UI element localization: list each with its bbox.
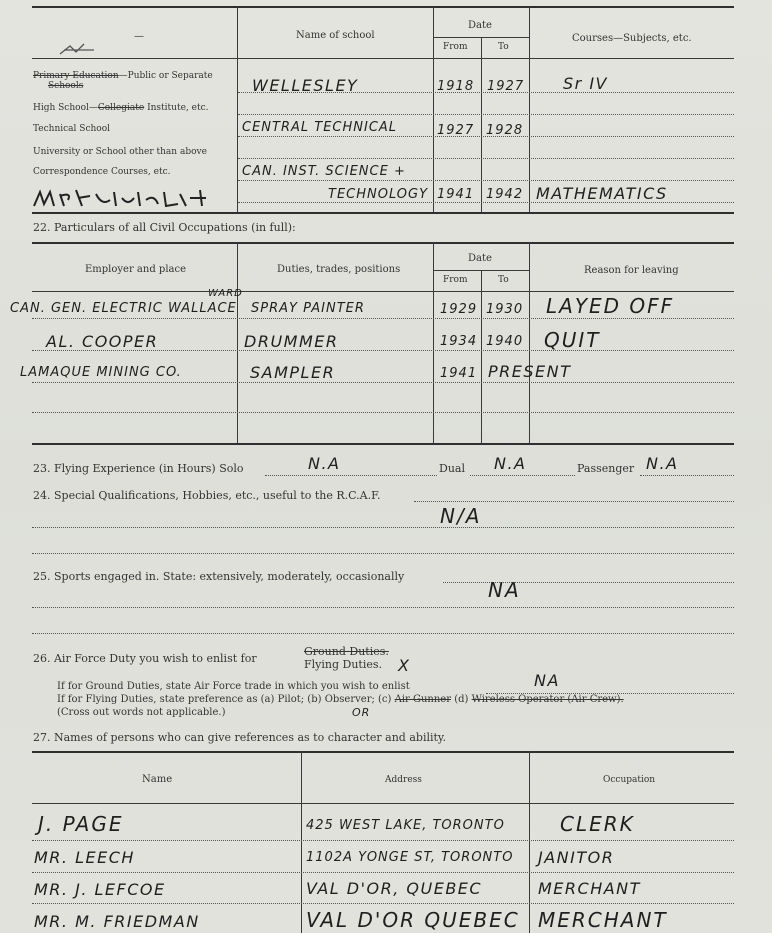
ref-row4-occupation: MERCHANT xyxy=(538,908,668,932)
education-header-school: Name of school xyxy=(296,30,375,41)
q27-header-address: Address xyxy=(385,775,422,785)
q26-flying-mark: X xyxy=(398,656,411,675)
q26-label: 26. Air Force Duty you wish to enlist for xyxy=(33,652,257,665)
ref-row4-address: VAL D'OR QUEBEC xyxy=(306,908,520,932)
q26-cross-out-note: (Cross out words not applicable.) xyxy=(57,707,226,718)
q22-row3-duties: SAMPLER xyxy=(250,363,336,382)
education-header-courses: Courses—Subjects, etc. xyxy=(572,33,692,44)
q26-ground-line: If for Ground Duties, state Air Force trade in which you wish to enlist xyxy=(57,681,410,692)
q23-dual-label: Dual xyxy=(439,462,465,475)
q26-flying-duties: Flying Duties. xyxy=(304,658,382,671)
q23-dual-value: N.A xyxy=(494,454,527,473)
education-header-from: From xyxy=(443,42,468,52)
q22-header-duties: Duties, trades, positions xyxy=(277,264,401,275)
q26-flying-line: If for Flying Duties, state preference as (a) Pilot; (b) Observer; (c) Air Gunner (d) Wireless Operator (Air Crew). xyxy=(57,694,624,705)
edu-row-primary-label-2: Schools xyxy=(48,81,84,91)
q22-header-from: From xyxy=(443,275,468,285)
education-header-dash: — xyxy=(134,31,144,42)
edu-correspondence-courses: MATHEMATICS xyxy=(536,184,668,203)
q23-label: 23. Flying Experience (in Hours) Solo xyxy=(33,462,244,475)
edu-row-university-label: University or School other than above xyxy=(33,147,207,157)
edu-row-technical-label: Technical School xyxy=(33,124,111,134)
q27-header-occupation: Occupation xyxy=(603,775,656,785)
q22-row3-from: 1941 xyxy=(440,366,478,381)
ref-row4-name: MR. M. FRIEDMAN xyxy=(34,912,200,931)
q23-passenger-label: Passenger xyxy=(577,462,635,475)
edu-technical-school: CENTRAL TECHNICAL xyxy=(242,120,398,135)
edu-technical-to: 1928 xyxy=(486,123,524,138)
ref-row3-occupation: MERCHANT xyxy=(538,879,641,898)
q26-ground-duties: Ground Duties. xyxy=(304,645,389,658)
ref-row1-occupation: CLERK xyxy=(560,812,635,836)
q22-header-date: Date xyxy=(468,253,492,264)
ref-row2-occupation: JANITOR xyxy=(538,848,615,867)
q22-row1-employer-note: WARD xyxy=(208,288,243,299)
q22-row1-reason: LAYED OFF xyxy=(546,294,675,318)
q27-header-name: Name xyxy=(142,774,173,785)
q24-answer: N/A xyxy=(440,504,482,528)
q22-header-employer: Employer and place xyxy=(85,264,186,275)
edu-row-primary-label: Primary Education—Public or Separate xyxy=(33,71,213,81)
q22-row1-employer: CAN. GEN. ELECTRIC WALLACE xyxy=(10,301,237,316)
edu-row-highschool-label: High School—Collegiate Institute, etc. xyxy=(33,103,209,113)
ref-row1-address: 425 WEST LAKE, TORONTO xyxy=(306,818,505,833)
ref-row1-name: J. PAGE xyxy=(38,812,124,836)
education-header-date: Date xyxy=(468,20,492,31)
q22-row1-to: 1930 xyxy=(486,302,524,317)
q22-title: 22. Particulars of all Civil Occupations (in full): xyxy=(33,221,296,234)
q22-row1-duties: SPRAY PAINTER xyxy=(251,301,365,316)
q24-label: 24. Special Qualifications, Hobbies, etc., useful to the R.C.A.F. xyxy=(33,489,381,502)
q23-passenger-value: N.A xyxy=(646,454,679,473)
q25-label: 25. Sports engaged in. State: extensively, moderately, occasionally xyxy=(33,570,405,583)
ref-row3-address: VAL D'OR, QUEBEC xyxy=(306,879,483,898)
q22-row3-employer: LAMAQUE MINING CO. xyxy=(20,365,182,380)
q22-row3-to: PRESENT xyxy=(488,362,572,381)
q25-answer: NA xyxy=(488,578,521,602)
q22-row2-reason: QUIT xyxy=(544,328,601,352)
q22-row2-to: 1940 xyxy=(486,334,524,349)
edu-row-correspondence-label: Correspondence Courses, etc. xyxy=(33,167,171,177)
q26-or-mark: OR xyxy=(352,706,371,719)
q22-row2-duties: DRUMMER xyxy=(244,332,339,351)
edu-correspondence-to: 1942 xyxy=(486,187,524,202)
education-header-to: To xyxy=(498,42,509,52)
scribble-mark xyxy=(58,40,98,60)
ref-row3-name: MR. J. LEFCOE xyxy=(34,880,166,899)
q22-row2-from: 1934 xyxy=(440,334,478,349)
q22-header-to: To xyxy=(498,275,509,285)
edu-correspondence-from: 1941 xyxy=(437,187,475,202)
q23-solo-value: N.A xyxy=(308,454,341,473)
edu-correspondence-school: CAN. INST. SCIENCE + xyxy=(242,164,406,179)
q22-row2-employer: AL. COOPER xyxy=(46,332,159,351)
edu-technical-from: 1927 xyxy=(437,123,475,138)
edu-primary-to: 1927 xyxy=(487,79,525,94)
edu-primary-courses: Sr IV xyxy=(563,74,608,93)
edu-primary-school: WELLESLEY xyxy=(252,76,359,95)
q27-title: 27. Names of persons who can give references as to character and ability. xyxy=(33,731,447,744)
ref-row2-name: MR. LEECH xyxy=(34,848,135,867)
q22-header-reason: Reason for leaving xyxy=(584,265,679,276)
edu-correspondence-school-2: TECHNOLOGY xyxy=(328,187,429,202)
q26-ground-answer: NA xyxy=(534,671,560,690)
q22-row1-from: 1929 xyxy=(440,302,478,317)
ref-row2-address: 1102A YONGE ST, TORONTO xyxy=(306,850,514,865)
edu-primary-from: 1918 xyxy=(437,79,475,94)
handwritten-scrawl xyxy=(30,186,230,214)
